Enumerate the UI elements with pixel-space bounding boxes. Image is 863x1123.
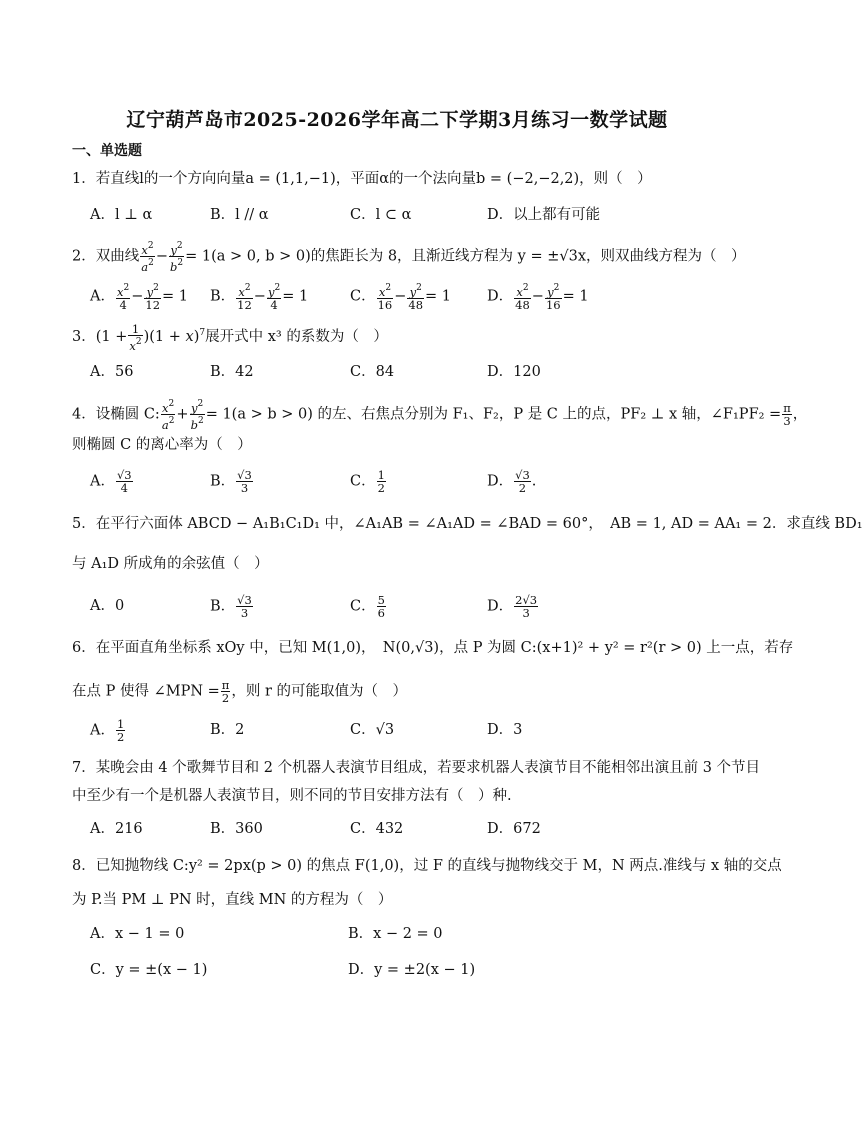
question-6-line-2: 在点 P 使得 ∠MPN = $\frac{\pi}{2}$ ，则 r 的可能取值为（ ）	[72, 678, 408, 705]
q7-option-c: C．432	[350, 821, 404, 837]
question-8-line-1: 8．已知抛物线 C:y² = 2px(p > 0) 的焦点 F(1,0)，过 F 的直线与抛物线交于 M，N 两点.准线与 x 轴的交点	[72, 858, 782, 874]
q3-stem-text: 展开式中 x³ 的系数为（ ）	[205, 329, 388, 345]
formula-fraction: $\frac{x^2}{a^2}$	[141, 241, 154, 274]
q1-option-a: A．l ⊥ α	[90, 207, 153, 223]
q6-option-a: A． $\frac{1}{2}$	[90, 717, 125, 744]
q1-option-b: B．l // α	[210, 207, 269, 223]
question-4-options	[90, 469, 734, 493]
q4-option-b: B． $\frac{√3}{3}$	[210, 468, 252, 495]
q8-option-a: A．x − 1 = 0	[90, 926, 185, 942]
q7-option-a: A．216	[90, 821, 143, 837]
q5-option-a: A．0	[90, 598, 125, 614]
question-5-line-1: 5．在平行六面体 ABCD − A₁B₁C₁D₁ 中，∠A₁AB = ∠A₁AD = ∠BAD = 60°， AB = 1, AD = AA₁ = 2．求直线 BD₁	[72, 516, 863, 532]
question-8-line-2: 为 P.当 PM ⊥ PN 时，直线 MN 的方程为（ ）	[72, 892, 393, 908]
q8-option-d: D．y = ±2(x − 1)	[348, 962, 476, 978]
question-8-options-row-1	[90, 922, 734, 946]
question-7-line-2: 中至少有一个是机器人表演节目，则不同的节目安排方法有（ ）种.	[72, 788, 512, 804]
q6-stem-prefix: 在点 P 使得 ∠MPN =	[72, 683, 220, 700]
q7-option-d: D．672	[487, 821, 541, 837]
formula-fraction: $\frac{1}{x^2}$	[129, 321, 142, 353]
q1-option-c: C．l ⊂ α	[350, 207, 412, 223]
q5-option-c: C． $\frac{5}{6}$	[350, 593, 385, 620]
q4-stem-prefix: 4．设椭圆 C:	[72, 406, 160, 423]
q4-option-a: A． $\frac{√3}{4}$	[90, 468, 132, 495]
q4-option-c: C． $\frac{1}{2}$	[350, 468, 385, 495]
question-6-options	[90, 718, 734, 742]
q2-option-a: A． $\frac{x^2}{4}$ − $\frac{y^2}{12}$ = 1	[90, 283, 188, 312]
question-8-options-row-2	[90, 958, 734, 982]
formula-fraction: $\frac{y^2}{b^2}$	[169, 241, 184, 274]
question-1-stem: 1．若直线l的一个方向向量a = (1,1,−1)，平面α的一个法向量b = (−2,−2,2)，则（ ）	[72, 171, 652, 187]
question-7-options	[90, 817, 734, 841]
q2-stem-suffix: = 1(a > 0, b > 0)的焦距长为 8，且渐近线方程为 y = ±√3x，则双曲线方程为（ ）	[185, 248, 746, 265]
question-2-options	[90, 282, 734, 312]
q3-option-d: D．120	[487, 364, 541, 380]
question-4-line-2: 则椭圆 C 的离心率为（ ）	[72, 437, 252, 453]
question-7-line-1: 7．某晚会由 4 个歌舞节目和 2 个机器人表演节目组成，若要求机器人表演节目不能相邻出演且前 3 个节目	[72, 760, 761, 776]
q8-option-b: B．x − 2 = 0	[348, 926, 443, 942]
page-title: 辽宁葫芦岛市2025-2026学年高二下学期3月练习一数学试题	[126, 109, 668, 131]
q6-stem-suffix: ，则 r 的可能取值为（ ）	[231, 683, 408, 700]
q4-option-d: D． $\frac{√3}{2}$ .	[487, 468, 537, 495]
q3-option-b: B．42	[210, 364, 254, 380]
q7-option-b: B．360	[210, 821, 263, 837]
q6-option-c: C．√3	[350, 722, 395, 738]
question-3-stem: 3．(1 + $\frac{1}{x^2}$ )$(1 + x)^7$展开式中 x³ 的系数为（ ）	[72, 321, 388, 353]
q2-stem-prefix: 2．双曲线	[72, 248, 140, 265]
q3-option-c: C．84	[350, 364, 395, 380]
q2-option-c: C． $\frac{x^2}{16}$ − $\frac{y^2}{48}$ = 1	[350, 283, 452, 312]
q6-option-d: D．3	[487, 722, 523, 738]
question-3-options	[90, 360, 734, 384]
question-1-options	[90, 203, 734, 227]
section-heading: 一、单选题	[72, 143, 142, 159]
question-2-stem: 2．双曲线 $\frac{x^2}{a^2}$ − $\frac{y^2}{b^2}$ = 1(a > 0, b > 0)的焦距长为 8，且渐近线方程为 y = ±√3x，则双曲线方程为（ ）	[72, 241, 746, 274]
question-5-line-2: 与 A₁D 所成角的余弦值（ ）	[72, 556, 269, 572]
q2-option-b: B． $\frac{x^2}{12}$ − $\frac{y^2}{4}$ = 1	[210, 283, 309, 312]
q8-option-c: C．y = ±(x − 1)	[90, 962, 208, 978]
q2-option-d: D． $\frac{x^2}{48}$ − $\frac{y^2}{16}$ = 1	[487, 283, 589, 312]
q4-stem-middle: = 1(a > b > 0) 的左、右焦点分别为 F₁、F₂，P 是 C 上的点，PF₂ ⊥ x 轴，∠F₁PF₂ =	[205, 406, 782, 423]
q5-option-d: D． $\frac{2√3}{3}$	[487, 593, 538, 620]
q3-option-a: A．56	[90, 364, 134, 380]
q1-option-d: D．以上都有可能	[487, 207, 601, 223]
q6-option-b: B．2	[210, 722, 245, 738]
q5-option-b: B． $\frac{√3}{3}$	[210, 593, 252, 620]
question-6-line-1: 6．在平面直角坐标系 xOy 中，已知 M(1,0)， N(0,√3)，点 P 为圆 C:(x+1)² + y² = r²(r > 0) 上一点，若存	[72, 640, 794, 656]
question-4-line-1: 4．设椭圆 C: $\frac{x^2}{a^2}$ + $\frac{y^2}{b^2}$ = 1(a > b > 0) 的左、右焦点分别为 F₁、F₂，P 是 C 上的点，PF₂ ⊥ x 轴，∠F₁PF₂ = $\frac{\pi}{3}$ ，	[72, 399, 808, 432]
question-5-options	[90, 594, 734, 618]
